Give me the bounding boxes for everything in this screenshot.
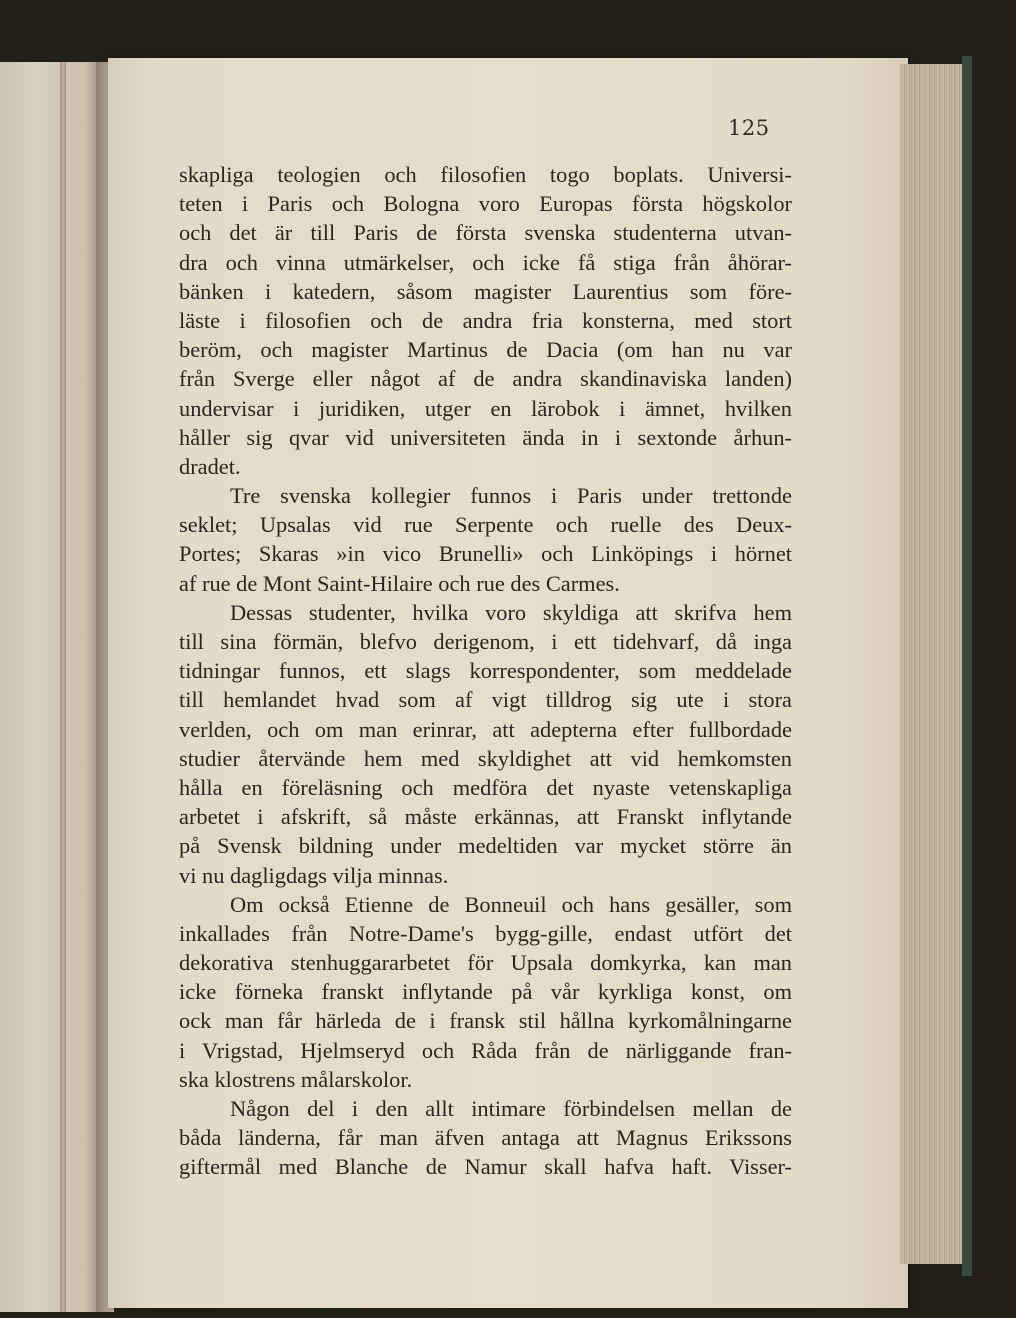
text-line: från Sverge eller något af de andra skandinaviska landen): [179, 366, 792, 392]
text-line: Dessas studenter, hvilka voro skyldiga att skrifva hem: [230, 599, 792, 625]
text-line: håller sig qvar vid universiteten ända in i sextonde århun-: [179, 424, 792, 450]
text-line: i Vrigstad, Hjelmseryd och Råda från de närliggande fran-: [179, 1037, 792, 1063]
text-line: dradet.: [179, 453, 241, 479]
text-line: ska klostrens målarskolor.: [179, 1066, 413, 1092]
text-line: och det är till Paris de första svenska studenterna utvan-: [179, 220, 792, 246]
text-line: dra och vinna utmärkelser, och icke få stiga från åhörar-: [179, 249, 792, 275]
text-line: vi nu dagligdags vilja minnas.: [179, 862, 449, 888]
text-line: icke förneka franskt inflytande på vår kyrkliga konst, om: [179, 979, 792, 1005]
text-line: undervisar i juridiken, utger en lärobok i ämnet, hvilken: [179, 395, 792, 421]
left-page-fold: [60, 62, 66, 1312]
text-line: till sina förmän, blefvo derigenom, i ett tidehvarf, då inga: [179, 629, 792, 654]
text-line: bänken i katedern, såsom magister Laurentius som före-: [179, 278, 792, 304]
page-number: 125: [728, 116, 770, 140]
text-line: Om också Etienne de Bonneuil och hans gesäller, som: [230, 891, 792, 917]
text-line: skapliga teologien och filosofien togo boplats. Universi-: [179, 162, 792, 187]
text-line: beröm, och magister Martinus de Dacia (om han nu var: [179, 337, 792, 363]
previous-page-edge: [0, 62, 100, 1312]
page-block-edges: [900, 64, 965, 1264]
text-line: på Svensk bildning under medeltiden var mycket större än: [179, 833, 792, 859]
text-line: studier återvände hem med skyldighet att vid hemkomsten: [179, 745, 792, 771]
body-text: [179, 160, 792, 1182]
text-line: Portes; Skaras »in vico Brunelli» och Linköpings i hörnet: [179, 541, 792, 567]
text-line: hålla en föreläsning och medföra det nyaste vetenskapliga: [179, 774, 792, 800]
text-line: ock man får härleda de i fransk stil hållna kyrkomålningarne: [179, 1008, 792, 1034]
text-line: arbetet i afskrift, så måste erkännas, att Franskt inflytande: [179, 804, 792, 830]
text-line: läste i filosofien och de andra fria konsterna, med stort: [179, 307, 792, 333]
text-line: tidningar funnos, ett slags korrespondenter, som meddelade: [179, 658, 792, 684]
text-line: seklet; Upsalas vid rue Serpente och ruelle des Deux-: [179, 512, 792, 538]
text-line: dekorativa stenhuggararbetet för Upsala domkyrka, kan man: [179, 950, 792, 976]
text-line: båda länderna, får man äfven antaga att Magnus Erikssons: [179, 1125, 792, 1151]
text-line: Någon del i den allt intimare förbindelsen mellan de: [230, 1096, 792, 1121]
book-cover-edge: [962, 56, 972, 1276]
text-line: giftermål med Blanche de Namur skall hafva haft. Visser-: [179, 1154, 792, 1180]
text-line: verlden, och om man erinrar, att adepterna efter fullbordade: [179, 716, 792, 742]
text-line: af rue de Mont Saint-Hilaire och rue des Carmes.: [179, 570, 620, 596]
text-line: Tre svenska kollegier funnos i Paris under trettonde: [230, 483, 792, 509]
text-line: till hemlandet hvad som af vigt tilldrog sig ute i stora: [179, 687, 792, 713]
text-line: teten i Paris och Bologna voro Europas första högskolor: [179, 191, 792, 217]
text-line: inkallades från Notre-Dame's bygg-gille, endast utfört det: [179, 920, 792, 946]
